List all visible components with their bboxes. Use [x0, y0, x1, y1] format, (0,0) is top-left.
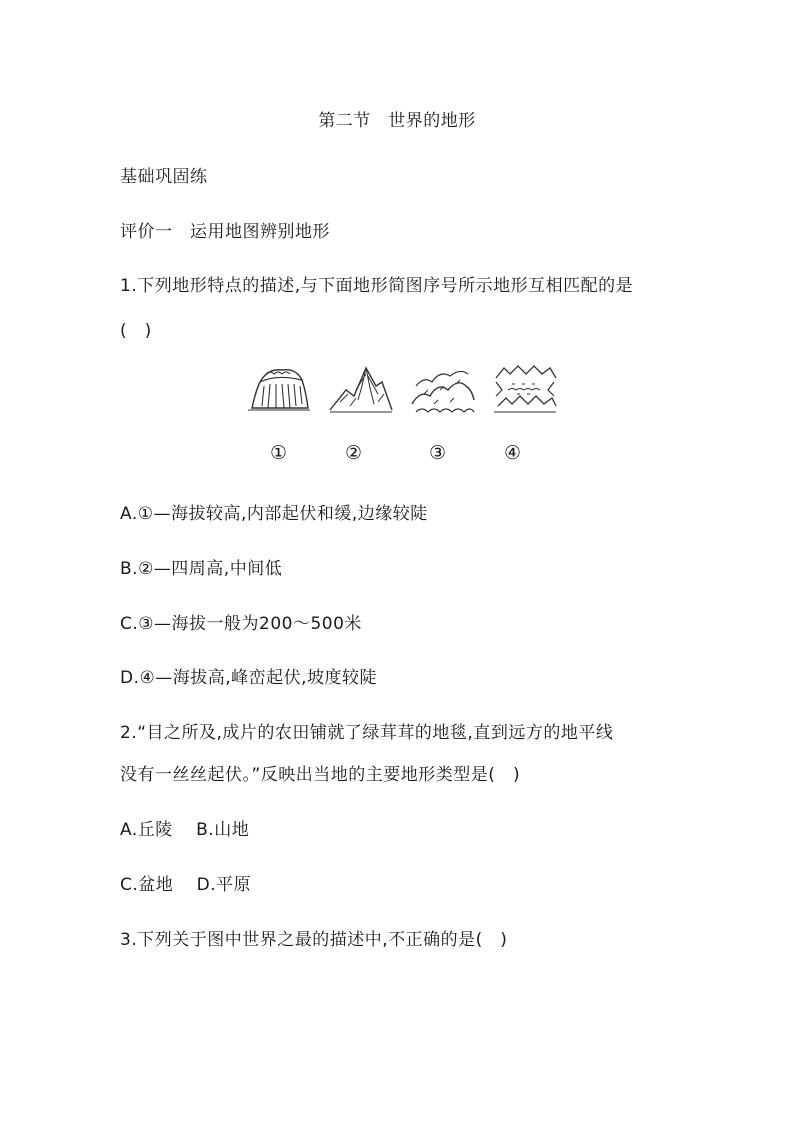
basin-icon — [492, 360, 558, 418]
question-3-stem: 3.下列关于图中世界之最的描述中,不正确的是( ) — [120, 930, 508, 950]
question-2-stem-line-2: 没有一丝丝起伏。”反映出当地的主要地形类型是( ) — [120, 765, 521, 785]
landform-figures — [240, 360, 560, 420]
figure-labels — [0, 442, 794, 466]
question-1-answer-bracket: ( ) — [120, 321, 152, 341]
hills-icon — [410, 360, 476, 418]
question-1-option-c: C.③—海拔一般为200～500米 — [120, 614, 362, 634]
question-1-stem: 1.下列地形特点的描述,与下面地形简图序号所示地形互相匹配的是 — [120, 276, 634, 296]
figure-label-2: ② — [345, 442, 363, 464]
subsection-heading: 评价一 运用地图辨别地形 — [120, 222, 330, 242]
mountain-icon — [328, 360, 394, 418]
figure-label-4: ④ — [504, 442, 522, 464]
figure-label-1: ① — [270, 442, 288, 464]
section-heading: 基础巩固练 — [120, 167, 208, 187]
plateau-icon — [246, 360, 312, 418]
question-2-stem-line-1: 2.“目之所及,成片的农田铺就了绿茸茸的地毯,直到远方的地平线 — [120, 723, 614, 743]
question-1-option-a: A.①—海拔较高,内部起伏和缓,边缘较陡 — [120, 504, 428, 524]
question-2-options-cd: C.盆地 D.平原 — [120, 875, 252, 895]
question-1-option-b: B.②—四周高,中间低 — [120, 559, 283, 579]
figure-label-3: ③ — [429, 442, 447, 464]
question-2-options-ab: A.丘陵 B.山地 — [120, 820, 250, 840]
question-1-option-d: D.④—海拔高,峰峦起伏,坡度较陡 — [120, 668, 378, 688]
page-title: 第二节 世界的地形 — [318, 111, 476, 131]
